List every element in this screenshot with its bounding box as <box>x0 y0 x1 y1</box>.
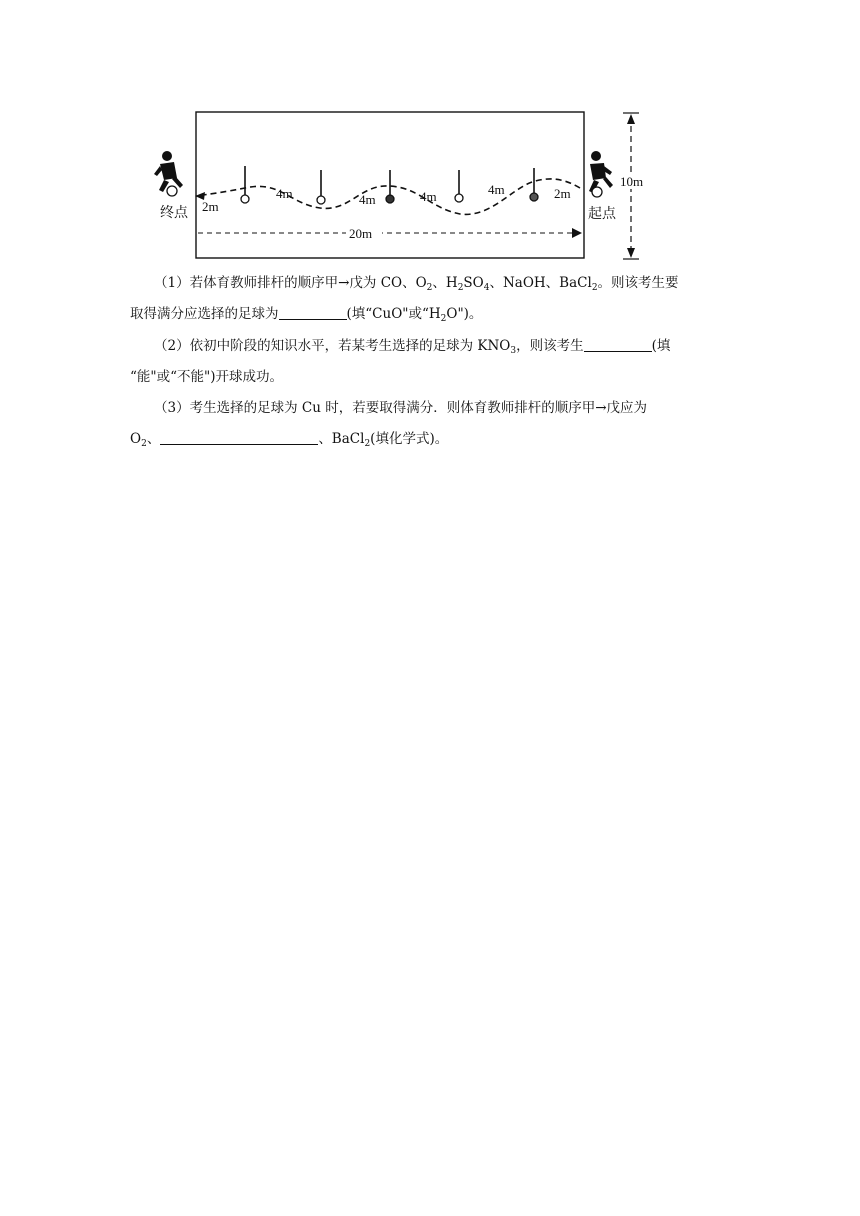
question-1-text-d: 、NaOH、BaCl <box>489 275 592 291</box>
question-2-number: （2） <box>154 338 190 354</box>
question-1-line-1 <box>130 268 732 299</box>
label-gap-right: 2m <box>554 186 571 201</box>
pole-1 <box>241 166 249 203</box>
question-2-text-b: ，则该考生 <box>516 338 584 354</box>
subscript: 2 <box>591 283 598 293</box>
pole-4 <box>455 170 463 202</box>
question-2 <box>130 331 732 393</box>
subscript: 4 <box>483 283 490 293</box>
question-2-line-1 <box>130 331 732 362</box>
question-1-text-b: 、H <box>432 275 458 291</box>
height-arrowhead-top <box>627 114 635 124</box>
answer-blank-2[interactable] <box>584 337 652 352</box>
question-1-line2-c: O")。 <box>446 306 483 322</box>
question-3 <box>130 393 732 455</box>
player-start-icon <box>589 151 613 197</box>
question-3-line2-b: 、 <box>146 431 161 447</box>
label-height: 10m <box>620 174 644 189</box>
label-width: 20m <box>349 226 373 241</box>
label-spacing-4: 4m <box>488 182 505 197</box>
question-2-text-c: (填 <box>651 338 671 354</box>
height-arrowhead-bottom <box>627 248 635 258</box>
field-diagram-svg <box>150 108 670 264</box>
subscript: 2 <box>440 314 447 324</box>
question-3-line2-c: 、BaCl <box>318 431 365 447</box>
question-3-line-1 <box>130 393 732 424</box>
answer-blank-1[interactable] <box>279 305 347 320</box>
question-3-number: （3） <box>154 400 190 416</box>
question-1 <box>130 268 732 330</box>
question-3-line2-a: O <box>130 431 142 447</box>
answer-blank-3[interactable] <box>160 430 318 445</box>
question-1-line2-a: 取得满分应选择的足球为 <box>130 306 279 322</box>
label-spacing-2: 4m <box>359 192 376 207</box>
question-3-text-a: 考生选择的足球为 Cu 时，若要取得满分．则体育教师排杆的顺序甲→戊应为 <box>189 400 648 416</box>
subscript: 2 <box>141 439 147 449</box>
label-spacing-1: 4m <box>276 186 293 201</box>
player-end-icon <box>154 151 183 196</box>
question-2-line-2: “能"或“不能")开球成功。 <box>130 369 283 385</box>
field-diagram <box>150 108 670 264</box>
label-gap-left: 2m <box>202 199 219 214</box>
question-1-text-a: 若体育教师排杆的顺序甲→戊为 CO、O <box>189 275 427 291</box>
subscript: 2 <box>426 283 433 293</box>
label-spacing-3: 4m <box>420 189 437 204</box>
question-1-text-c: SO <box>463 275 484 291</box>
question-1-line-2 <box>130 299 732 330</box>
question-3-line-2 <box>130 424 732 455</box>
pole-2 <box>317 170 325 204</box>
question-3-line2-d: (填化学式)。 <box>370 431 449 447</box>
subscript: 2 <box>457 283 464 293</box>
label-end: 终点 <box>160 205 188 221</box>
subscript: 2 <box>364 439 371 449</box>
subscript: 3 <box>510 346 517 356</box>
question-1-number: （1） <box>154 275 190 291</box>
pole-5 <box>530 168 538 201</box>
question-1-text-e: 。则该考生要 <box>597 275 679 291</box>
question-1-line2-b: (填“CuO"或“H <box>346 306 441 322</box>
width-arrowhead <box>572 228 582 238</box>
label-start: 起点 <box>588 206 616 222</box>
question-2-text-a: 依初中阶段的知识水平，若某考生选择的足球为 KNO <box>189 338 511 354</box>
